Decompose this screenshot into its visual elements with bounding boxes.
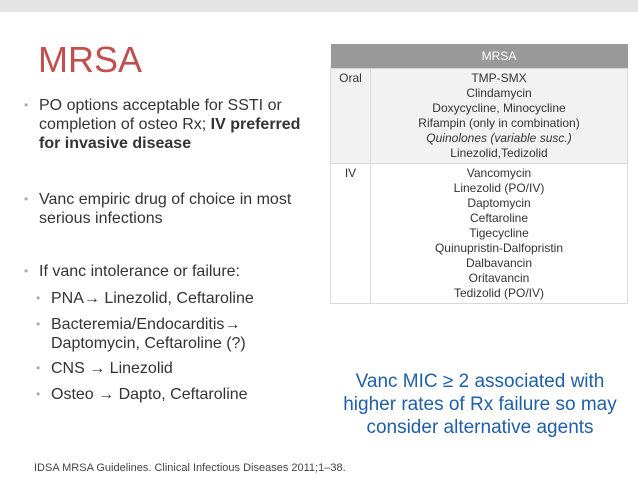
drug-item: Clindamycin	[466, 86, 532, 100]
drug-item: Linezolid,Tedizolid	[450, 146, 548, 160]
table-header-blank	[331, 44, 371, 69]
drug-item: Oritavancin	[468, 271, 530, 285]
bullet-vanc-empiric	[24, 190, 324, 228]
bullet-bold-text: IV preferred for invasive disease	[39, 116, 301, 152]
subbullet-text: Bacteremia/Endocarditis→ Daptomycin, Ceftaroline (?)	[51, 316, 246, 352]
drug-item: TMP-SMX	[471, 71, 527, 85]
drugs-cell	[371, 164, 628, 304]
slide-title: MRSA	[38, 39, 143, 80]
bullet-dot-icon: •	[24, 98, 29, 112]
subbullet-text: Osteo → Dapto, Ceftaroline	[51, 386, 248, 403]
drug-item: Tigecycline	[469, 226, 529, 240]
bullet-text: If vanc intolerance or failure:	[39, 263, 240, 280]
drug-item: Dalbavancin	[465, 256, 533, 270]
bullet-dot-icon: •	[36, 387, 41, 401]
table-header-mrsa: MRSA	[371, 44, 628, 69]
citation: IDSA MRSA Guidelines. Clinical Infectious Diseases 2011;1–38.	[34, 462, 346, 474]
bullet-dot-icon: •	[24, 192, 29, 206]
subbullet-pna	[36, 289, 321, 308]
drug-item: Quinupristin-Dalfopristin	[434, 241, 564, 255]
table-row-iv	[331, 164, 628, 304]
route-cell: Oral	[331, 69, 371, 164]
bullet-dot-icon: •	[36, 291, 41, 305]
bullet-dot-icon: •	[36, 361, 41, 375]
table-row-oral	[331, 69, 628, 164]
bullet-dot-icon: •	[24, 264, 29, 278]
subbullet-text: CNS → Linezolid	[51, 360, 173, 377]
subbullet-osteo	[36, 385, 321, 404]
subbullet-cns	[36, 359, 321, 378]
drug-item: Vancomycin	[466, 166, 532, 180]
drug-item: Quinolones (variable susc.)	[426, 131, 572, 145]
bullet-po-options	[24, 96, 324, 153]
subbullet-text: PNA→ Linezolid, Ceftaroline	[51, 290, 254, 307]
mrsa-drug-table	[330, 44, 628, 304]
bullet-text: Vanc empiric drug of choice in most serious infections	[39, 191, 292, 227]
drug-item: Linezolid (PO/IV)	[453, 181, 545, 195]
bullet-vanc-failure	[24, 262, 324, 281]
drug-item: Daptomycin	[467, 196, 531, 210]
drug-item: Rifampin (only in combination)	[418, 116, 580, 130]
drug-item: Ceftaroline	[469, 211, 529, 225]
subbullet-bacteremia	[36, 315, 321, 353]
slide-top-bar	[0, 0, 638, 12]
bullet-text: PO options acceptable for SSTI or completion of osteo Rx;	[39, 97, 282, 133]
route-cell: IV	[331, 164, 371, 304]
bullet-dot-icon: •	[36, 317, 41, 331]
drug-item: Doxycycline, Minocycline	[432, 101, 566, 115]
vanc-mic-note: Vanc MIC ≥ 2 associated with higher rates of Rx failure so may consider alternative agents	[343, 371, 617, 438]
drugs-cell	[371, 69, 628, 164]
drug-item: Tedizolid (PO/IV)	[453, 286, 545, 300]
